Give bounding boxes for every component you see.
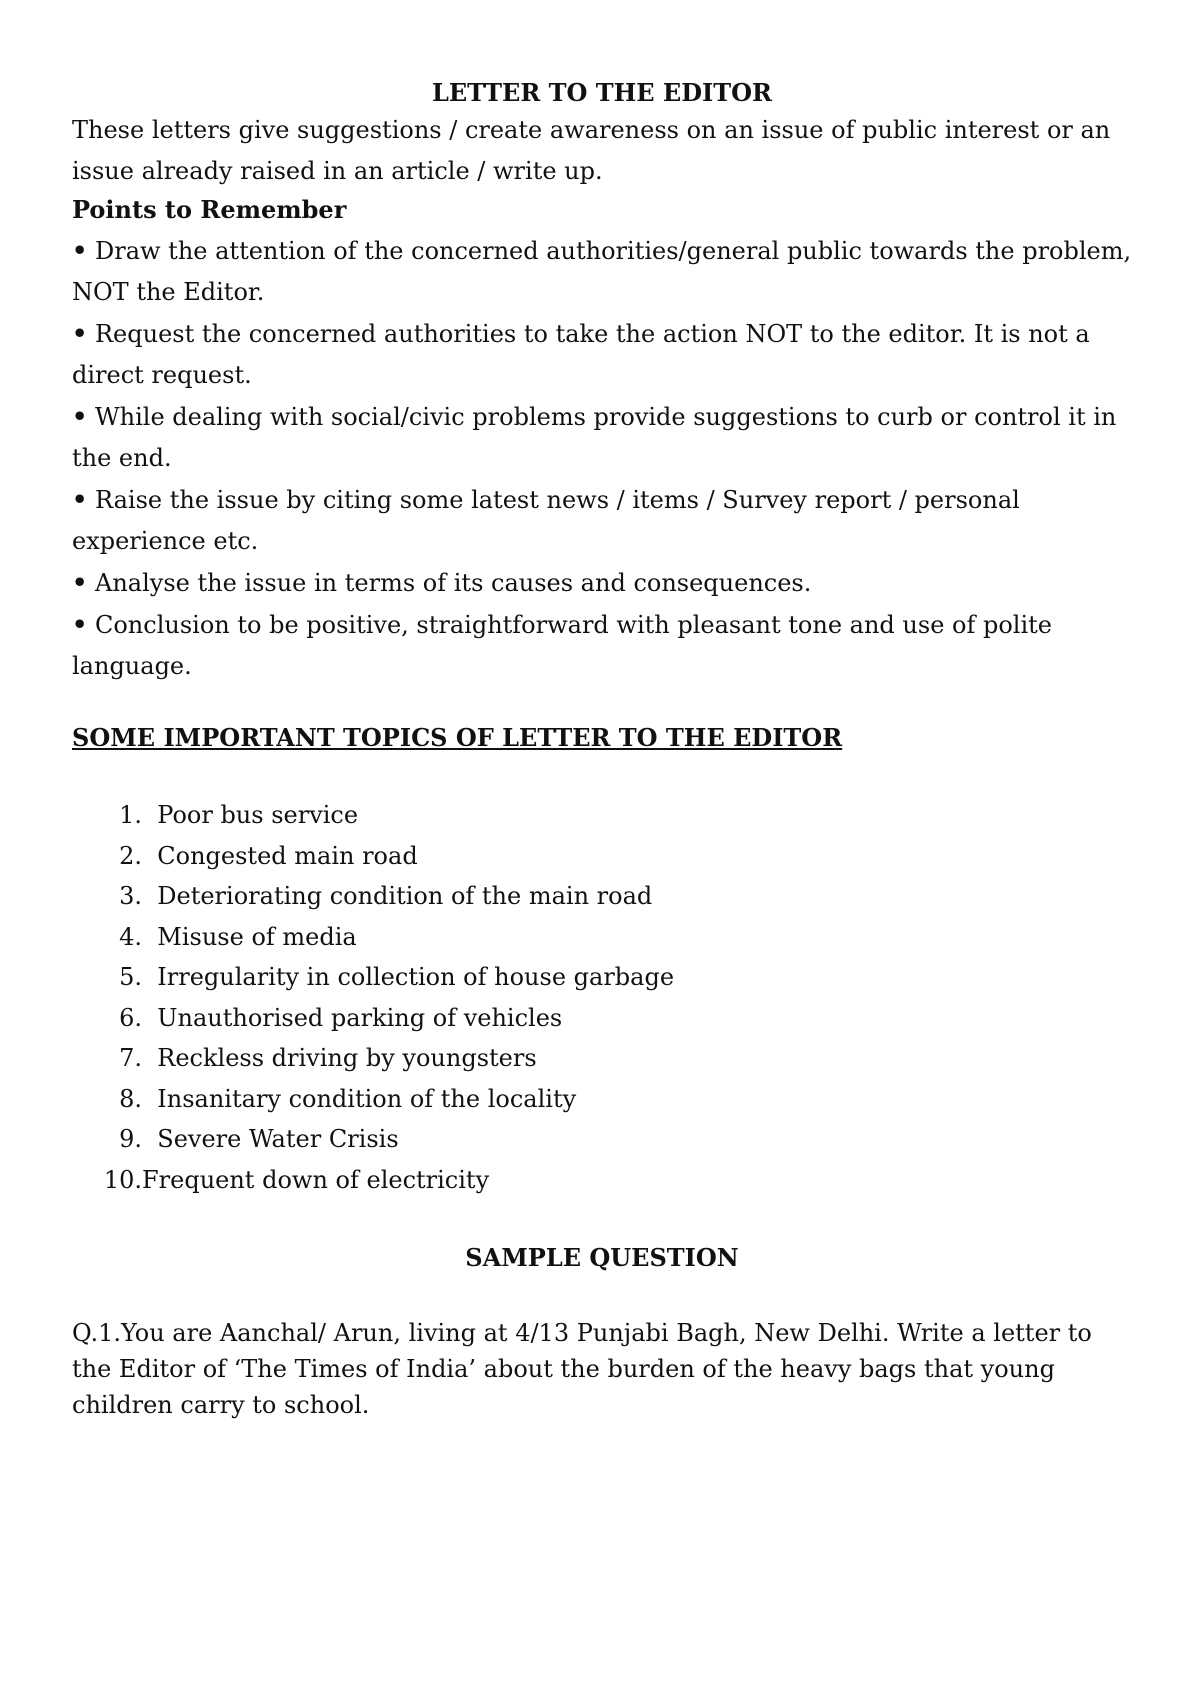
list-item: [72, 957, 1132, 998]
point-text: Draw the attention of the concerned authorities/general public towards the problem, NOT the Editor.: [72, 237, 1132, 306]
topic-text: Frequent down of electricity: [142, 1165, 490, 1194]
point-text: Analyse the issue in terms of its causes and consequences.: [94, 569, 812, 597]
topic-text: Misuse of media: [157, 922, 357, 951]
list-item: [72, 1160, 1132, 1201]
points-heading: Points to Remember: [72, 195, 347, 224]
sample-question-text: Q.1.You are Aanchal/ Arun, living at 4/13 Punjabi Bagh, New Delhi. Write a letter to the Editor of ‘The Times of India’ about the burden of the heavy bags that young children carry to school.: [72, 1319, 1092, 1419]
point-text: Request the concerned authorities to take the action NOT to the editor. It is not a direct request.: [72, 320, 1090, 389]
topics-heading: SOME IMPORTANT TOPICS OF LETTER TO THE EDITOR: [72, 723, 843, 752]
bullet-icon: •: [72, 236, 88, 265]
list-item: [72, 479, 1132, 562]
list-item: [72, 562, 1132, 604]
topic-text: Irregularity in collection of house garbage: [157, 963, 675, 991]
topic-text: Insanitary condition of the locality: [157, 1084, 577, 1113]
topic-text: Deteriorating condition of the main road: [157, 882, 653, 910]
list-item: [72, 876, 1132, 917]
list-item: [72, 1119, 1132, 1160]
topic-text: Congested main road: [157, 841, 418, 870]
topic-text: Poor bus service: [157, 801, 359, 829]
topics-list: [72, 795, 1132, 1200]
sample-question-heading: SAMPLE QUESTION: [465, 1243, 739, 1272]
list-item: [72, 795, 1132, 836]
point-text: Conclusion to be positive, straightforward with pleasant tone and use of polite language.: [72, 611, 1052, 680]
topic-number: 3.: [119, 882, 142, 910]
topic-number: 8.: [119, 1084, 142, 1113]
intro-paragraph: These letters give suggestions / create awareness on an issue of public interest or an issue already raised in an article / write up.: [72, 116, 1111, 185]
topic-text: Unauthorised parking of vehicles: [157, 1003, 563, 1032]
bullet-icon: •: [72, 402, 88, 431]
list-item: [72, 1038, 1132, 1079]
list-item: [72, 998, 1132, 1039]
topic-number: 4.: [119, 922, 142, 951]
bullet-icon: •: [72, 319, 88, 348]
points-list: [72, 230, 1132, 687]
topic-number: 2.: [119, 841, 142, 870]
page-title: LETTER TO THE EDITOR: [432, 78, 772, 107]
list-item: [72, 836, 1132, 877]
topic-number: 10.: [103, 1165, 142, 1194]
topic-text: Reckless driving by youngsters: [157, 1044, 537, 1072]
list-item: [72, 230, 1132, 313]
bullet-icon: •: [72, 568, 88, 597]
bullet-icon: •: [72, 485, 88, 514]
topic-text: Severe Water Crisis: [157, 1125, 399, 1153]
point-text: Raise the issue by citing some latest news / items / Survey report / personal experience etc.: [72, 486, 1020, 555]
topic-number: 9.: [119, 1125, 142, 1153]
list-item: [72, 917, 1132, 958]
bullet-icon: •: [72, 610, 88, 639]
list-item: [72, 604, 1132, 687]
list-item: [72, 396, 1132, 479]
list-item: [72, 313, 1132, 396]
point-text: While dealing with social/civic problems provide suggestions to curb or control it in the end.: [72, 403, 1117, 472]
list-item: [72, 1079, 1132, 1120]
topic-number: 7.: [119, 1044, 142, 1072]
topic-number: 6.: [119, 1003, 142, 1032]
topic-number: 1.: [119, 801, 142, 829]
topic-number: 5.: [119, 963, 142, 991]
